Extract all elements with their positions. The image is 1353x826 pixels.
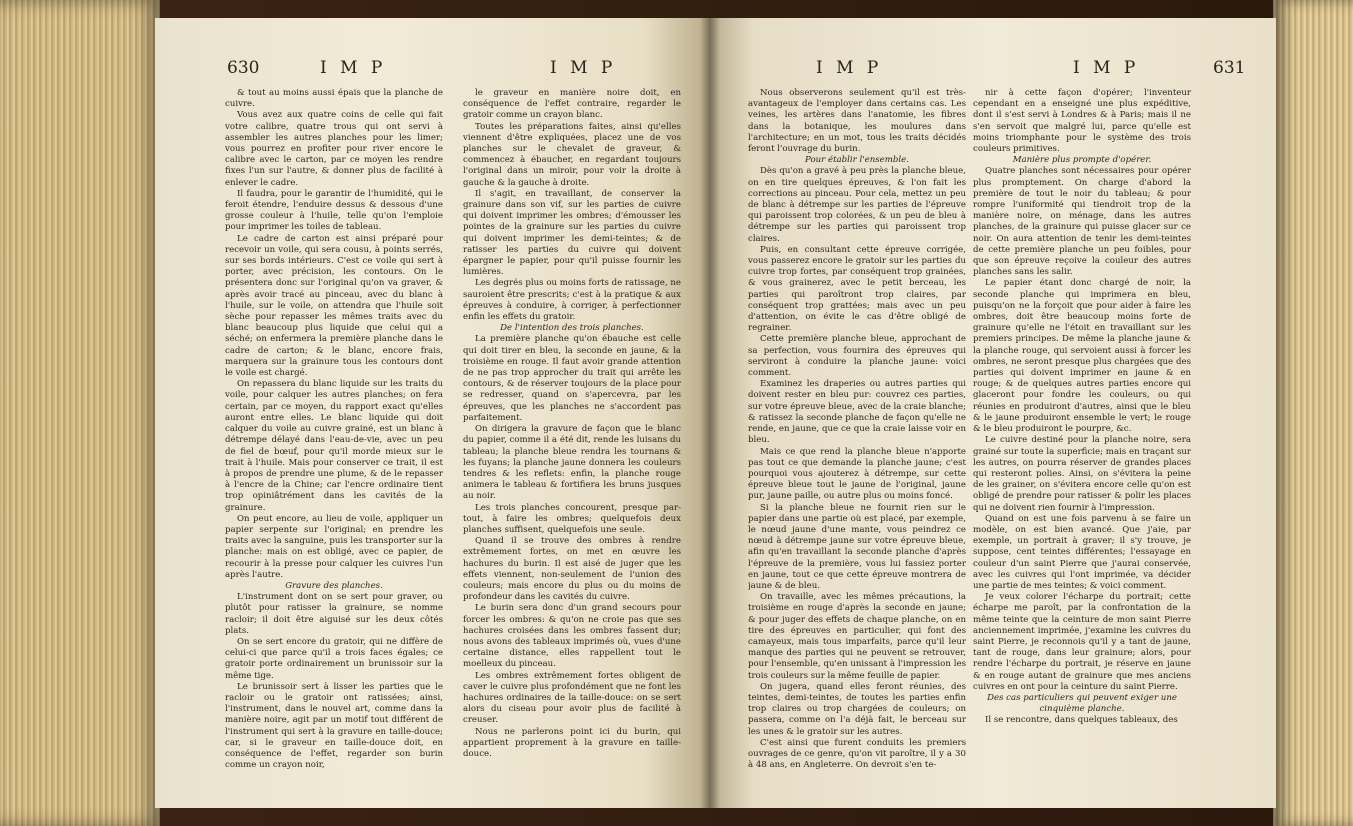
paragraph: On repassera du blanc liquide sur les traits du voile, pour calquer les autres planches; on fera certain, par ce moyen, du rapport exact qu'elles auront entre elles. Le blanc liquide qui doit calquer du voile au cuivre grainé, est un blanc à détrempe délayé dans l'eau-de-vie, avec un peu de fiel de bœuf, pour qu'il morde mieux sur le trait à l'huile. Mais pour conserver ce trait, il est à propos de prendre une plume, & de le repasser à l'encre de la Chine; car l'encre ordinaire tient trop opiniâtrément dans les cavités de la grainure. [225,379,443,513]
paragraph: Dès qu'on a gravé à peu près la planche bleue, on en tire quelques épreuves, & l'on fait les corrections au pinceau. Pour cela, mettez un peu de blanc à détrempe sur les parties de l'épreuve qui paroissent trop colorées, & un peu de bleu à détrempe sur les parties qui paroissent trop claires. [748,166,966,244]
page-number: 631 [1213,58,1246,78]
running-head: I M P [1073,58,1140,78]
paragraph: On jugera, quand elles feront réunies, des teintes, demi-teintes, de toutes les parties enfin trop claires ou trop chargées de couleurs; on passera, comme on l'a déjà fait, le berceau sur les unes & le gratoir sur les autres. [748,681,966,737]
book-gutter [700,18,720,808]
paragraph: Le papier étant donc chargé de noir, la seconde planche qui imprimera en bleu, puisqu'on ne la forçoit que pour aider à faire les ombres, doit être beaucoup moins forte de grainure qu'elle ne l'étoit en travaillant sur les premiers principes. De même la planche jaune & la planche rouge, qui servoient aussi à forcer les ombres, ne seront presque plus chargées que des parties qui doivent imprimer en jaune & en rouge; & de quelques autres parties encore qui glaceront pour fondre les couleurs, ou qui réunies en produiront d'autres, ainsi que le bleu & le jaune produiront ensemble le vert; le rouge & le bleu produiront le pourpre, &c. [973,278,1191,435]
paragraph: C'est ainsi que furent conduits les premiers ouvrages de ce genre, qu'on vit paroître, il y a 30 à 48 ans, en Angleterre. On devroit s'en te- [748,737,966,771]
running-head: I M P [550,58,617,78]
paragraph: On dirigera la gravure de façon que le blanc du papier, comme il a été dit, rende les luisans du tableau; la planche bleue rendra les tournans & les fuyans; la planche jaune donnera les couleurs tendres & les reflets: enfin, la planche rouge animera le tableau & fortifiera les bruns jusques au noir. [463,424,681,502]
paragraph: Quand on est une fois parvenu à se faire un modèle, on est bien avancé. Que j'aie, par exemple, un portrait à graver; il s'y trouve, je suppose, cent teintes différentes; l'essayage en couleur d'un saint Pierre que j'aurai conservée, avec les cuivres qui l'ont imprimée, va décider une partie de mes teintes; & voici comment. [973,513,1191,591]
section-heading: Gravure des planches. [285,580,383,591]
section-heading: Pour établir l'ensemble. [805,155,909,166]
text-column [973,88,1191,803]
right-page [708,18,1276,808]
paragraph: On se sert encore du gratoir, qui ne diffère de celui-ci que parce qu'il a trois faces égales; ce gratoir porte ordinairement un brunissoir sur la même tige. [225,636,443,681]
running-head: I M P [320,58,387,78]
paragraph: Il se rencontre, dans quelques tableaux, des [985,715,1178,726]
paragraph: & tout au moins aussi épais que la planche de cuivre. [225,88,443,110]
paragraph: Le cadre de carton est ainsi préparé pour recevoir un voile, qui sera cousu, à points serrés, sur ses bords intérieurs. C'est ce voile qui sert à porter, avec précision, les contours. On le présentera donc sur l'original qu'on va graver, & après avoir tracé au pinceau, avec du blanc à l'huile, sur le voile, on attendra que l'huile soit sèche pour repasser les mêmes traits avec du blanc beaucoup plus liquide que celui qui a séché; on enfermera la première planche dans le cadre de carton; & le blanc, encore frais, marquera sur la grainure tous les contours dont le voile est chargé. [225,233,443,379]
paragraph: le graveur en manière noire doit, en conséquence de l'effet contraire, regarder le gratoir comme un crayon blanc. [463,88,681,121]
paragraph: Nous ne parlerons point ici du burin, qui appartient proprement à la gravure en taille-douce. [463,726,681,759]
section-heading: De l'intention des trois planches. [500,323,644,334]
paragraph: nir à cette façon d'opérer; l'inventeur cependant en a enseigné une plus expéditive, dont il s'est servi à Londres & à Paris; mais il ne s'en servoit que malgré lui, parce qu'elle est moins triomphante pour le système des trois couleurs primitives. [973,88,1191,155]
paragraph: Nous observerons seulement qu'il est très-avantageux de l'employer dans certains cas. Les veines, les artères dans l'anatomie, les fibres dans la botanique, les moulures dans l'architecture; en un mot, tous les traits décidés feront l'ouvrage du burin. [748,88,966,155]
paragraph: La première planche qu'on ébauche est celle qui doit tirer en bleu, la seconde en jaune, & la troisième en rouge. Il faut avoir grande attention de ne pas trop approcher du trait qui arrête les contours, & de réserver toujours de la place pour se redresser, quand on s'apercevra, par les épreuves, que les planches ne s'accordent pas parfaitement. [463,334,681,423]
page-number: 630 [227,58,260,78]
section-heading: Manière plus prompte d'opérer. [1012,155,1152,166]
paragraph: Quatre planches sont nécessaires pour opérer plus promptement. On charge d'abord la première de tout le noir du tableau; & pour rompre l'uniformité qui tiendroit trop de la manière noire, on ménage, dans les autres planches, de la grainure qui puisse glacer sur ce noir. On aura attention de tenir les demi-teintes de cette première planche un peu foibles, pour que son épreuve reçoive la couleur des autres planches sans les salir. [973,166,1191,278]
paragraph: L'instrument dont on se sert pour graver, ou plutôt pour ratisser la grainure, se nomme racloir; il doit être aiguisé sur les deux côtés plats. [225,592,443,636]
paragraph: Le burin sera donc d'un grand secours pour forcer les ombres: & qu'on ne croie pas que ses hachures croisées dans les ombres fassent dur; nous avons des tableaux imprimés où, vues d'une certaine distance, elles rappellent tout le moelleux du pinceau. [463,603,681,670]
text-column [463,88,681,803]
section-heading: Des cas particuliers qui peuvent exiger une cinquième planche. [987,692,1177,715]
paragraph: Le cuivre destiné pour la planche noire, sera grainé sur toute la superficie; mais en traçant sur les autres, on pourra réserver de grandes places qui resteront polies. Ainsi, on s'évitera la peine de les grainer, on s'évitera encore celle qu'on est obligé de prendre pour ratisser & polir les places qui ne doivent rien fournir à l'impression. [973,435,1191,513]
paragraph: On peut encore, au lieu de voile, appliquer un papier serpente sur l'original; en prendre les traits avec la sanguine, puis les transporter sur la planche: mais on est obligé, avec ce papier, de recourir à la presse pour calquer les cuivres l'un après l'autre. [225,513,443,580]
paragraph: Quand il se trouve des ombres à rendre extrêmement fortes, on met en œuvre les hachures du burin. Il est aisé de juger que les effets viennent, non-seulement de l'union des couleurs; mais encore du plus ou du moins de profondeur dans les cavités du cuivre. [463,536,681,603]
paragraph: Puis, en consultant cette épreuve corrigée, vous passerez encore le gratoir sur les parties du cuivre trop fortes, par conséquent trop grainées, & vous grainerez, avec le petit berceau, les parties qui paroîtront trop claires, par conséquent trop grattées; mais avec un peu d'attention, on évite le cas d'être obligé de regrainer. [748,244,966,334]
paragraph: Il faudra, pour le garantir de l'humidité, qui le feroit étendre, l'enduire dessus & dessous d'une grosse couleur à l'huile, telle qu'on l'emploie pour imprimer les toiles de tableau. [225,188,443,233]
paragraph: On travaille, avec les mêmes précautions, la troisième en rouge d'après la seconde en jaune; & pour juger des effets de chaque planche, on en tire des épreuves en particulier, qui font des camayeux, mais tous imparfaits, parce qu'il leur manque des parties qui ne peuvent se retrouver, pour l'ensemble, qu'en unissant à l'impression les trois couleurs sur la même feuille de papier. [748,592,966,681]
paragraph: Cette première planche bleue, approchant de sa perfection, vous fournira des épreuves qui serviront à conduire la planche jaune: voici comment. [748,334,966,379]
paragraph: Le brunissoir sert à lisser les parties que le racloir ou le gratoir ont ratissées; ainsi, l'instrument, dans le nouvel art, comme dans la manière noire, agit par un motif tout différent de l'instrument qui sert à la gravure en taille-douce; car, si le graveur en taille-douce doit, en conséquence de l'effet, regarder son burin comme un crayon noir, [225,681,443,771]
page-edges-left [0,0,160,826]
paragraph: Examinez les draperies ou autres parties qui doivent rester en bleu pur: couvrez ces parties, sur votre épreuve bleue, avec de la craie blanche; & ratissez la seconde planche de façon qu'elle ne rende, en jaune, que ce que la craie laisse voir en bleu. [748,379,966,446]
paragraph: Les trois planches concourent, presque par-tout, à faire les ombres; quelquefois deux planches suffisent, quelquefois une seule. [463,502,681,535]
paragraph: Les degrés plus ou moins forts de ratissage, ne sauroient être prescrits; c'est à la pratique & aux épreuves à conduire, à corriger, à perfectionner enfin les effets du gratoir. [463,278,681,323]
paragraph: Mais ce que rend la planche bleue n'apporte pas tout ce que demande la planche jaune; c'est pourquoi vous ajouterez à détrempe, sur cette épreuve bleue tout le jaune de l'original, jaune pur, jaune paille, ou autre plus ou moins foncé. [748,446,966,502]
running-head: I M P [816,58,883,78]
paragraph: Les ombres extrêmement fortes obligent de caver le cuivre plus profondément que ne font les hachures ordinaires de la taille-douce: on se sert alors du ciseau pour avoir plus de facilité à creuser. [463,670,681,726]
paragraph: Il s'agit, en travaillant, de conserver la grainure dans son vif, sur les parties de cuivre qui doivent imprimer les ombres; d'émousser les pointes de la grainure sur les parties du cuivre qui doivent imprimer les demi-teintes; & de ratisser les parties du cuivre qui doivent épargner le papier, pour qu'il puisse fournir les lumières. [463,188,681,278]
paragraph: Je veux colorer l'écharpe du portrait; cette écharpe me paroît, par la confrontation de la même teinte que la ceinture de mon saint Pierre anciennement imprimée, j'examine les cuivres du saint Pierre, je reconnois qu'il y a tant de jaune, tant de rouge, dans leur grainure; alors, pour rendre l'écharpe du portrait, je réserve en jaune & en rouge autant de grainure que mes anciens cuivres en ont pour la ceinture du saint Pierre. [973,592,1191,692]
page-edges-right [1273,0,1353,826]
text-column [748,88,966,803]
paragraph: Si la planche bleue ne fournit rien sur le papier dans une partie où est placé, par exemple, le nœud jaune d'une mante, vous peindrez ce nœud à détrempe jaune sur votre épreuve bleue, afin qu'en travaillant la seconde planche d'après l'épreuve de la première, vous lui fassiez porter en jaune, tout ce que cette épreuve montrera de jaune & de bleu. [748,502,966,591]
paragraph: Toutes les préparations faites, ainsi qu'elles viennent d'être expliquées, placez une de vos planches sur le chevalet de graveur, & commencez à ébaucher, en regardant toujours l'original dans un miroir, pour voir la droite à gauche & la gauche à droite. [463,121,681,188]
left-page [155,18,710,808]
text-column [225,88,443,803]
paragraph: Vous avez aux quatre coins de celle qui fait votre calibre, quatre trous qui ont servi à assembler les autres planches pour les limer; vous pourrez en profiter pour river encore le calibre avec le carton, par ce moyen les rendre fixes l'un sur l'autre, & donner plus de facilité à enlever le cadre. [225,110,443,188]
